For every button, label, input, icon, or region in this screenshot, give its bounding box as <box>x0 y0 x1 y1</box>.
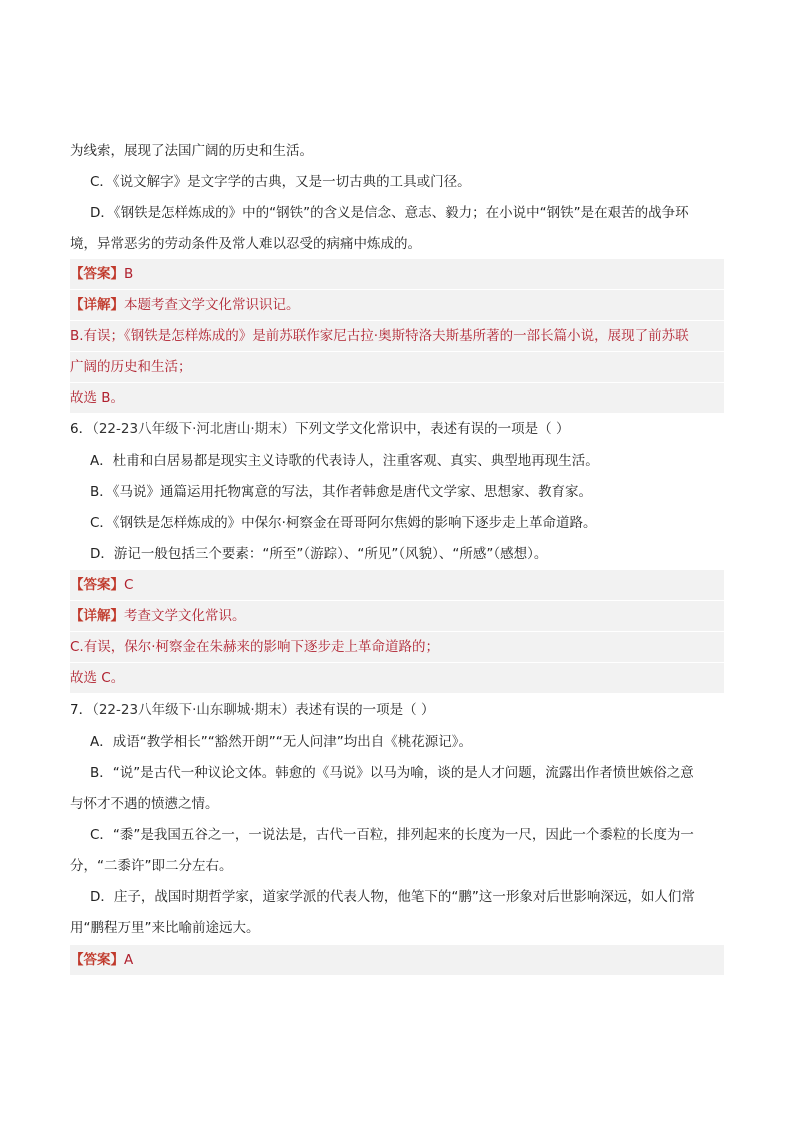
q5-choose: 故选 B。 <box>70 383 724 413</box>
q7-option-c-line2: 分，“二黍许”即二分左右。 <box>70 858 233 874</box>
q6-option-d: D．游记一般包括三个要素：“所至”（游踪）、“所见”（风貌）、“所感”（感想）。 <box>90 546 548 562</box>
q7-option-d-line1: D．庄子，战国时期哲学家，道家学派的代表人物，他笔下的“鹏”这一形象对后世影响深远，如人们常 <box>90 889 695 905</box>
q7-source: （22-23八年级下·山东聊城·期末） <box>92 702 296 718</box>
answer-value: C <box>124 577 134 593</box>
answer-label: 【答案】 <box>70 952 124 968</box>
q6-option-c: C．《钢铁是怎样炼成的》中保尔·柯察金在哥哥阿尔焦姆的影响下逐步走上革命道路。 <box>90 515 597 531</box>
q7-question: 表述有误的一项是（ ） <box>295 702 435 718</box>
q6-choose: 故选 C。 <box>70 663 724 693</box>
answer-label: 【答案】 <box>70 266 124 282</box>
q7-option-a: A．成语“教学相长”“豁然开朗”“无人问津”均出自《桃花源记》。 <box>90 734 472 750</box>
q7-option-b-line2: 与怀才不遇的愤懑之情。 <box>70 796 219 812</box>
q6-detail <box>70 601 724 631</box>
q7-option-c-line1: C．“黍”是我国五谷之一，一说法是，古代一百粒，排列起来的长度为一尺，因此一个黍粒的长度为一 <box>90 827 694 843</box>
q6-explanation: C.有误，保尔·柯察金在朱赫来的影响下逐步走上革命道路的； <box>70 632 724 662</box>
q5-explanation-line1: B.有误；《钢铁是怎样炼成的》是前苏联作家尼古拉·奥斯特洛夫斯基所著的一部长篇小说，展现了前苏联 <box>70 321 724 351</box>
detail-label: 【详解】 <box>70 297 124 313</box>
q5-explanation-line2: 广阔的历史和生活； <box>70 352 724 382</box>
q6-stem <box>70 414 724 444</box>
q7-option-b-line1: B．“说”是古代一种议论文体。韩愈的《马说》以马为喻，谈的是人才问题，流露出作者愤世嫉俗之意 <box>90 765 694 781</box>
q7-answer <box>70 945 724 975</box>
q5-option-d-line1: D．《钢铁是怎样炼成的》中的“钢铁”的含义是信念、意志、毅力；在小说中“钢铁”是在艰苦的战争环 <box>90 205 689 221</box>
q6-question: 下列文学文化常识中，表述有误的一项是（ ） <box>295 421 570 437</box>
answer-label: 【答案】 <box>70 577 124 593</box>
q5-option-d-line2: 境，异常恶劣的劳动条件及常人难以忍受的病痛中炼成的。 <box>70 236 421 252</box>
q6-source: （22-23八年级下·河北唐山·期末） <box>92 421 296 437</box>
q5-detail <box>70 290 724 320</box>
detail-text: 考查文学文化常识。 <box>124 608 246 624</box>
q6-option-a: A．杜甫和白居易都是现实主义诗歌的代表诗人，注重客观、真实、典型地再现生活。 <box>90 453 599 469</box>
q5-option-b-continuation: 为线索，展现了法国广阔的历史和生活。 <box>70 143 313 159</box>
detail-text: 本题考查文学文化常识识记。 <box>124 297 300 313</box>
q7-stem <box>70 695 724 725</box>
answer-value: A <box>124 952 134 968</box>
q5-answer <box>70 259 724 289</box>
q7-number: 7． <box>70 702 93 718</box>
q6-number: 6． <box>70 421 93 437</box>
q5-option-c: C．《说文解字》是文字学的古典，又是一切古典的工具或门径。 <box>90 174 471 190</box>
answer-value: B <box>124 266 134 282</box>
q6-answer <box>70 570 724 600</box>
q7-option-d-line2: 用“鹏程万里”来比喻前途远大。 <box>70 920 260 936</box>
q6-option-b: B．《马说》通篇运用托物寓意的写法，其作者韩愈是唐代文学家、思想家、教育家。 <box>90 484 593 500</box>
detail-label: 【详解】 <box>70 608 124 624</box>
